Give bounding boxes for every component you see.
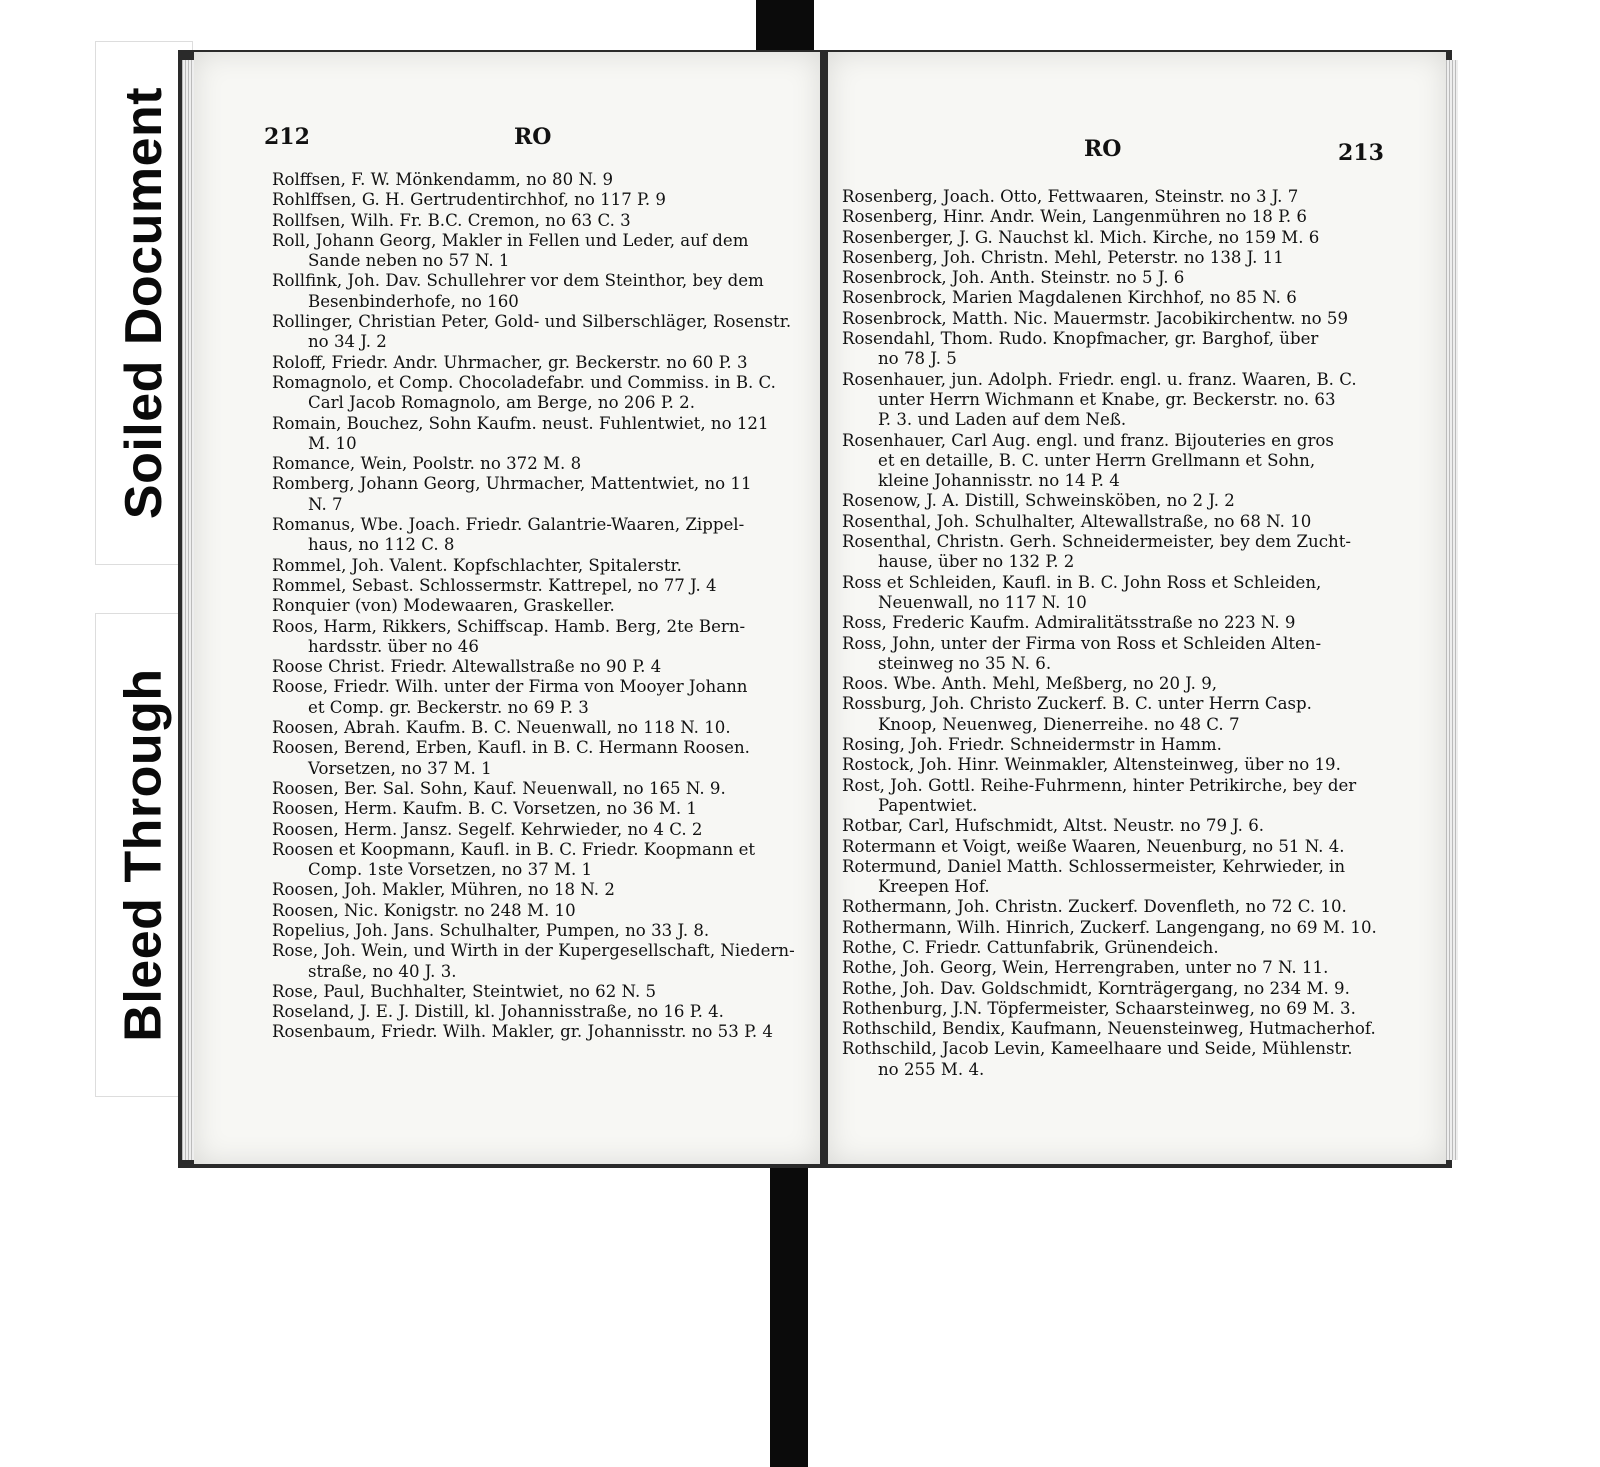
directory-entry-line: Roloff, Friedr. Andr. Uhrmacher, gr. Beckerstr. no 60 P. 3	[272, 352, 748, 372]
directory-entry-line: Rollfsen, Wilh. Fr. B.C. Cremon, no 63 C. 3	[272, 210, 631, 230]
directory-entry-line: Roosen, Berend, Erben, Kaufl. in B. C. Hermann Roosen.	[272, 738, 750, 758]
directory-entry-line: Rolffsen, F. W. Mönkendamm, no 80 N. 9	[272, 170, 614, 189]
directory-entry-line: Rotermund, Daniel Matth. Schlossermeister, Kehrwieder, in	[842, 856, 1346, 876]
directory-entry-line: Carl Jacob Romagnolo, am Berge, no 206 P. 2.	[308, 393, 696, 413]
directory-entry-line: Roose Christ. Friedr. Altewallstraße no 90 P. 4	[272, 657, 662, 677]
directory-entry-line: N. 7	[308, 494, 343, 514]
directory-entry-line: Rothe, C. Friedr. Cattunfabrik, Grünendeich.	[842, 937, 1219, 957]
directory-entry-line: hardsstr. über no 46	[308, 636, 479, 656]
directory-entry-line: Rothe, Joh. Dav. Goldschmidt, Kornträgergang, no 234 M. 9.	[842, 978, 1350, 998]
directory-entry-line: Roseland, J. E. J. Distill, kl. Johannisstraße, no 16 P. 4.	[272, 1002, 724, 1022]
left-page-entries	[272, 170, 812, 1043]
directory-entry-line: Rothschild, Bendix, Kaufmann, Neuensteinweg, Hutmacherhof.	[842, 1019, 1376, 1039]
directory-entry-line: Rollinger, Christian Peter, Gold- und Silberschläger, Rosenstr.	[272, 312, 792, 332]
directory-entry-line: Rommel, Sebast. Schlossermstr. Kattrepel, no 77 J. 4	[272, 575, 717, 595]
directory-entry-line: et Comp. gr. Beckerstr. no 69 P. 3	[308, 697, 589, 717]
directory-entry-line: Rollfink, Joh. Dav. Schullehrer vor dem Steinthor, bey dem	[272, 271, 764, 291]
directory-entry-line: et en detaille, B. C. unter Herrn Grellmann et Sohn,	[878, 450, 1316, 470]
directory-entry-line: Roose, Friedr. Wilh. unter der Firma von Mooyer Johann	[272, 677, 748, 697]
directory-entry-line: Rosenberger, J. G. Nauchst kl. Mich. Kirche, no 159 M. 6	[842, 227, 1320, 247]
directory-entry-line: Roosen, Herm. Kaufm. B. C. Vorsetzen, no 36 M. 1	[272, 799, 697, 819]
directory-entry-line: P. 3. und Laden auf dem Neß.	[878, 410, 1127, 430]
directory-entry-line: Besenbinderhofe, no 160	[308, 291, 519, 311]
directory-entry-line: Rosenbrock, Marien Magdalenen Kirchhof, no 85 N. 6	[842, 288, 1297, 308]
directory-entry-line: Rose, Paul, Buchhalter, Steintwiet, no 62 N. 5	[272, 981, 657, 1001]
directory-entry-line: Romberg, Johann Georg, Uhrmacher, Mattentwiet, no 11	[272, 474, 752, 494]
page-edges-right	[1446, 60, 1458, 1160]
directory-entry-line: Roosen, Abrah. Kaufm. B. C. Neuenwall, no 118 N. 10.	[272, 718, 731, 738]
directory-entry-line: Papentwiet.	[878, 795, 978, 815]
directory-entry-line: Rohlffsen, G. H. Gertrudentirchhof, no 117 P. 9	[272, 190, 666, 210]
directory-entry-line: Romain, Bouchez, Sohn Kaufm. neust. Fuhlentwiet, no 121	[272, 413, 769, 433]
directory-entry-line: Sande neben no 57 N. 1	[308, 251, 510, 271]
directory-entry-line: Rosenthal, Christn. Gerh. Schneidermeister, bey dem Zucht-	[842, 532, 1351, 552]
right-page-number: 213	[1338, 140, 1384, 166]
directory-entry-line: Rosenbrock, Joh. Anth. Steinstr. no 5 J. 6	[842, 268, 1185, 288]
scan-background-strip	[770, 1160, 808, 1467]
directory-entry-line: Romanus, Wbe. Joach. Friedr. Galantrie-Waaren, Zippel-	[272, 515, 745, 535]
directory-entry-line: Romance, Wein, Poolstr. no 372 M. 8	[272, 454, 582, 474]
directory-entry-line: Rosenberg, Joh. Christn. Mehl, Peterstr. no 138 J. 11	[842, 247, 1284, 267]
directory-entry-line: M. 10	[308, 433, 357, 453]
directory-entry-line: Roos. Wbe. Anth. Mehl, Meßberg, no 20 J. 9,	[842, 674, 1218, 694]
bleed-through-label: Bleed Through	[115, 668, 173, 1042]
right-page	[828, 52, 1446, 1164]
directory-entry-line: Rossburg, Joh. Christo Zuckerf. B. C. unter Herrn Casp.	[842, 694, 1312, 714]
directory-entry-line: Ross, John, unter der Firma von Ross et Schleiden Alten-	[842, 633, 1322, 653]
directory-entry-line: Vorsetzen, no 37 M. 1	[308, 758, 492, 778]
directory-entry-line: Roosen, Ber. Sal. Sohn, Kauf. Neuenwall, no 165 N. 9.	[272, 778, 726, 798]
directory-entry-line: Rose, Joh. Wein, und Wirth in der Kupergesellschaft, Niedern-	[272, 941, 795, 961]
directory-entry-line: Rosenhauer, Carl Aug. engl. und franz. Bijouteries en gros	[842, 430, 1334, 450]
directory-entry-line: Rommel, Joh. Valent. Kopfschlachter, Spitalerstr.	[272, 555, 682, 575]
directory-entry-line: Roos, Harm, Rikkers, Schiffscap. Hamb. Berg, 2te Bern-	[272, 616, 746, 636]
directory-entry-line: Comp. 1ste Vorsetzen, no 37 M. 1	[308, 860, 593, 880]
directory-entry-line: Roosen et Koopmann, Kaufl. in B. C. Friedr. Koopmann et	[272, 839, 756, 859]
directory-entry-line: Rothermann, Wilh. Hinrich, Zuckerf. Langengang, no 69 M. 10.	[842, 917, 1377, 937]
directory-entry-line: no 255 M. 4.	[878, 1059, 985, 1079]
directory-entry-line: Rosenbaum, Friedr. Wilh. Makler, gr. Johannisstr. no 53 P. 4	[272, 1022, 773, 1042]
directory-entry-line: Rosing, Joh. Friedr. Schneidermstr in Hamm.	[842, 735, 1222, 755]
directory-entry-line: Ross, Frederic Kaufm. Admiralitätsstraße no 223 N. 9	[842, 613, 1296, 633]
directory-entry-line: Kreepen Hof.	[878, 877, 990, 897]
directory-entry-line: Rosenow, J. A. Distill, Schweinsköben, no 2 J. 2	[842, 491, 1235, 511]
right-page-header: RO	[1084, 136, 1122, 162]
directory-entry-line: Rothschild, Jacob Levin, Kameelhaare und Seide, Mühlenstr.	[842, 1039, 1353, 1059]
left-page-number: 212	[264, 124, 310, 150]
directory-entry-line: kleine Johannisstr. no 14 P. 4	[878, 471, 1120, 491]
directory-entry-line: Romagnolo, et Comp. Chocoladefabr. und Commiss. in B. C.	[272, 372, 776, 392]
directory-entry-line: Rosenbrock, Matth. Nic. Mauermstr. Jacobikirchentw. no 59	[842, 308, 1349, 328]
directory-entry-line: Rothenburg, J.N. Töpfermeister, Schaarsteinweg, no 69 M. 3.	[842, 998, 1356, 1018]
directory-entry-line: Rosenberg, Joach. Otto, Fettwaaren, Steinstr. no 3 J. 7	[842, 187, 1299, 206]
directory-entry-line: hause, über no 132 P. 2	[878, 552, 1075, 572]
directory-entry-line: Rostock, Joh. Hinr. Weinmakler, Altensteinweg, über no 19.	[842, 755, 1341, 775]
directory-entry-line: Knoop, Neuenweg, Dienerreihe. no 48 C. 7	[878, 714, 1240, 734]
directory-entry-line: Rosenthal, Joh. Schulhalter, Altewallstraße, no 68 N. 10	[842, 511, 1312, 531]
directory-entry-line: Rost, Joh. Gottl. Reihe-Fuhrmenn, hinter Petrikirche, bey der	[842, 775, 1357, 795]
directory-entry-line: Rosenhauer, jun. Adolph. Friedr. engl. u. franz. Waaren, B. C.	[842, 369, 1357, 389]
directory-entry-line: steinweg no 35 N. 6.	[878, 653, 1052, 673]
soiled-document-label: Soiled Document	[115, 86, 173, 520]
directory-entry-line: Rotermann et Voigt, weiße Waaren, Neuenburg, no 51 N. 4.	[842, 836, 1345, 856]
directory-entry-line: Ronquier (von) Modewaaren, Graskeller.	[272, 596, 615, 616]
directory-entry-line: Roosen, Nic. Konigstr. no 248 M. 10	[272, 900, 576, 920]
directory-entry-line: Rothermann, Joh. Christn. Zuckerf. Dovenfleth, no 72 C. 10.	[842, 897, 1347, 917]
directory-entry-line: Ross et Schleiden, Kaufl. in B. C. John Ross et Schleiden,	[842, 572, 1322, 592]
directory-entry-line: Rotbar, Carl, Hufschmidt, Altst. Neustr. no 79 J. 6.	[842, 816, 1265, 836]
directory-entry-line: Roll, Johann Georg, Makler in Fellen und Leder, auf dem	[272, 230, 749, 250]
directory-entry-line: Neuenwall, no 117 N. 10	[878, 592, 1087, 612]
directory-entry-line: Rosenberg, Hinr. Andr. Wein, Langenmühren no 18 P. 6	[842, 207, 1307, 227]
scan-background-strip	[756, 0, 814, 52]
left-page	[194, 52, 820, 1164]
directory-entry-line: Rosendahl, Thom. Rudo. Knopfmacher, gr. Barghof, über	[842, 329, 1319, 349]
directory-entry-line: Rothe, Joh. Georg, Wein, Herrengraben, unter no 7 N. 11.	[842, 958, 1329, 978]
directory-entry-line: Roosen, Joh. Makler, Mühren, no 18 N. 2	[272, 880, 615, 900]
directory-entry-line: Roosen, Herm. Jansz. Segelf. Kehrwieder, no 4 C. 2	[272, 819, 703, 839]
directory-entry-line: Ropelius, Joh. Jans. Schulhalter, Pumpen, no 33 J. 8.	[272, 920, 710, 940]
right-page-entries	[842, 187, 1432, 1080]
directory-entry-line: no 34 J. 2	[308, 332, 387, 352]
directory-entry-line: unter Herrn Wichmann et Knabe, gr. Beckerstr. no. 63	[878, 389, 1336, 409]
directory-entry-line: haus, no 112 C. 8	[308, 535, 455, 555]
directory-entry-line: no 78 J. 5	[878, 349, 957, 369]
directory-entry-line: straße, no 40 J. 3.	[308, 961, 457, 981]
left-page-header: RO	[514, 124, 552, 150]
page-edges-left	[182, 60, 194, 1160]
